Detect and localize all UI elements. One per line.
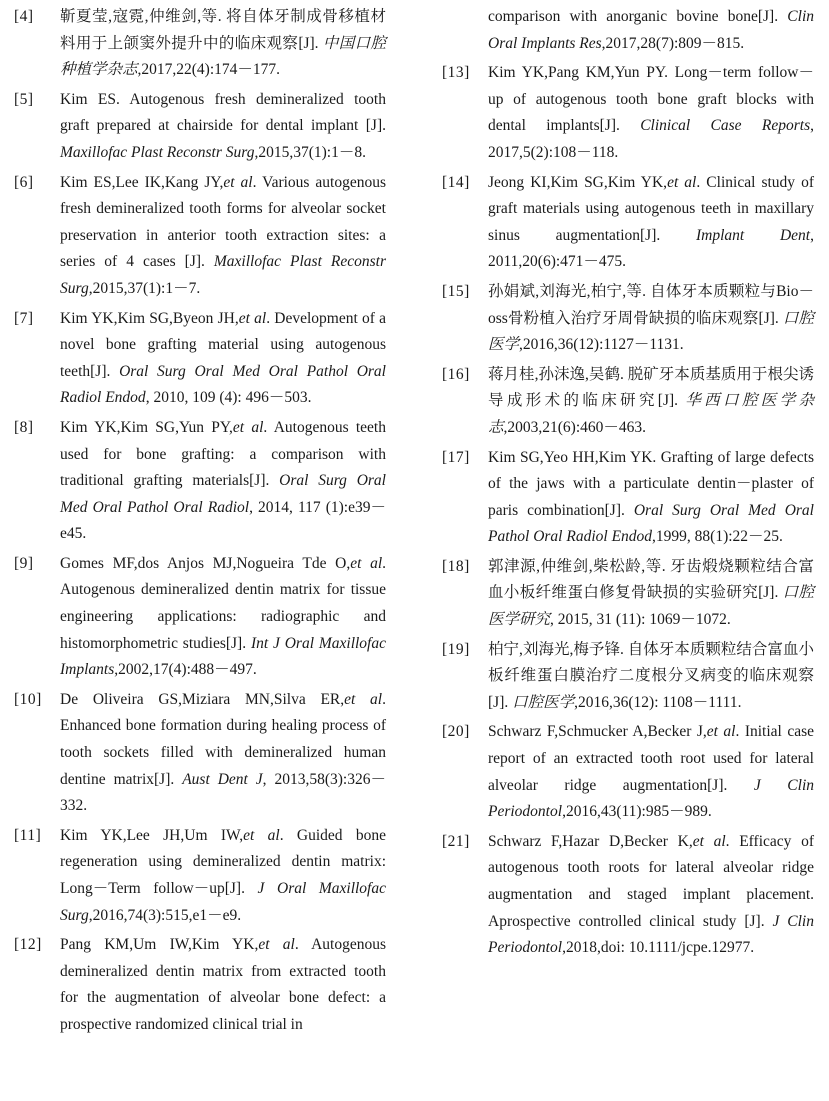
reference-segment: . Efficacy of autogenous tooth roots for lateral alveolar ridge augmentation and staged implant placement. Aprospective controlled clinical study [J].	[488, 832, 815, 930]
reference-text	[60, 170, 386, 303]
reference-number: [21]	[442, 832, 470, 850]
reference-number: [10]	[14, 690, 42, 708]
reference-segment: Kim SG,Yeo HH,Kim YK. Grafting of large defects of the jaws with a particulate dentin－plaster of paris combination[J].	[488, 448, 814, 519]
reference-number: [15]	[442, 282, 470, 300]
reference-segment: Kim YK,Kim SG,Byeon JH,	[60, 309, 239, 327]
reference-segment: ,1999, 88(1):22－25.	[652, 528, 783, 546]
reference-item	[14, 4, 386, 84]
reference-text	[60, 4, 386, 84]
reference-text	[488, 279, 814, 359]
reference-text	[488, 362, 814, 442]
journal-title: 口腔医学	[512, 693, 575, 711]
reference-text	[488, 170, 814, 276]
reference-segment: ,2002,17(4):488－497.	[114, 661, 257, 679]
reference-number: [5]	[14, 90, 34, 108]
reference-segment: Schwarz F,Schmucker A,Becker J,	[488, 723, 707, 741]
reference-text	[60, 415, 386, 548]
reference-continuation-text	[488, 4, 814, 57]
reference-text	[60, 823, 386, 929]
reference-text	[488, 829, 814, 962]
reference-text	[60, 87, 386, 167]
reference-segment: , 2014, 117 (1):e39－e45.	[60, 498, 386, 543]
journal-title: Clinical Case Reports	[640, 117, 811, 135]
reference-text	[488, 60, 814, 166]
reference-continuation	[442, 4, 814, 57]
reference-number: [4]	[14, 8, 34, 25]
reference-text	[488, 719, 814, 825]
reference-item	[442, 170, 814, 276]
journal-title: Oral Surg Oral Med Oral Pathol Oral Radiol Endod	[60, 362, 386, 407]
reference-item	[14, 306, 386, 412]
reference-segment: Kim YK,Kim SG,Yun PY,	[60, 418, 233, 436]
reference-segment: , 2011,20(6):471－475.	[488, 226, 814, 271]
reference-segment: ,2017,28(7):809－815.	[601, 34, 745, 52]
reference-number: [13]	[442, 64, 470, 82]
reference-segment: 柏宁,刘海光,梅予锋. 自体牙本质颗粒结合富血小板纤维蛋白膜治疗二度根分叉病变的临床观察[J].	[488, 640, 814, 711]
journal-title: Implant Dent	[696, 226, 811, 244]
reference-segment: Kim ES,Lee IK,Kang JY,	[60, 173, 224, 191]
reference-item	[442, 60, 814, 166]
reference-number: [9]	[14, 554, 34, 572]
reference-segment: . Autogenous teeth used for bone grafting: a comparison with traditional grafting materials[J].	[60, 418, 386, 490]
reference-segment: ,2017,22(4):174－177.	[137, 61, 281, 79]
journal-title: J Clin Periodontol	[488, 912, 814, 957]
reference-item	[442, 362, 814, 442]
reference-segment: ,2015,37(1):1－8.	[254, 143, 366, 161]
reference-item	[14, 415, 386, 548]
reference-segment: comparison with anorganic bovine bone[J].	[488, 8, 788, 25]
reference-text	[60, 687, 386, 820]
reference-segment: . Development of a novel bone grafting material using autogenous teeth[J].	[60, 309, 387, 380]
journal-title: J Clin Periodontol	[488, 776, 814, 821]
reference-item	[14, 87, 386, 167]
reference-segment: Jeong KI,Kim SG,Kim YK,	[488, 173, 668, 191]
journal-title: et al	[350, 554, 383, 572]
reference-number: [14]	[442, 173, 470, 191]
reference-number: [6]	[14, 173, 34, 191]
reference-column-right	[442, 4, 814, 965]
reference-item	[442, 829, 814, 962]
reference-item	[442, 719, 814, 825]
reference-segment: . Clinical study of graft materials using autogenous teeth in maxillary sinus augmentation[J].	[488, 173, 814, 244]
reference-number: [12]	[14, 936, 42, 954]
reference-number: [11]	[14, 826, 42, 844]
reference-segment: . Enhanced bone formation during healing process of tooth sockets filled with demineralized human dentine matrix[J].	[60, 690, 386, 788]
journal-title: Oral Surg Oral Med Oral Pathol Oral Radiol Endod	[488, 501, 814, 546]
reference-segment: Pang KM,Um IW,Kim YK,	[60, 936, 259, 954]
reference-segment: , 2017,5(2):108－118.	[488, 117, 814, 161]
reference-segment: ,2016,74(3):515,e1－e9.	[88, 906, 242, 924]
reference-segment: Schwarz F,Hazar D,Becker K,	[488, 832, 693, 850]
reference-segment: . Initial case report of an extracted tooth root used for lateral alveolar ridge augmentation[J].	[488, 723, 814, 794]
reference-number: [16]	[442, 365, 470, 383]
journal-title: et al	[667, 173, 697, 191]
reference-text	[488, 445, 814, 551]
reference-item	[14, 823, 386, 929]
reference-text	[60, 932, 386, 1038]
journal-title: et al	[223, 173, 253, 191]
journal-title: Aust Dent J	[182, 770, 263, 788]
journal-title: Maxillofac Plast Reconstr Surg	[60, 253, 386, 297]
reference-text	[488, 554, 814, 634]
reference-segment: Kim ES. Autogenous fresh demineralized tooth graft prepared at chairside for dental implant [J].	[60, 90, 386, 135]
reference-number: [17]	[442, 448, 470, 466]
reference-number: [7]	[14, 309, 34, 327]
reference-segment: Kim YK,Lee JH,Um IW,	[60, 826, 244, 844]
reference-segment: ,2018,doi: 10.1111/jcpe.12977.	[562, 939, 755, 957]
journal-title: 口腔医学	[488, 309, 814, 354]
journal-title: et al	[258, 936, 295, 954]
journal-title: 口腔医学研究	[488, 584, 814, 629]
reference-segment: , 2010, 109 (4): 496－503.	[145, 389, 312, 407]
reference-segment: . Guided bone regeneration using demineralized dentin matrix: Long－Term follow－up[J].	[60, 826, 386, 897]
reference-item	[14, 551, 386, 684]
reference-segment: 蒋月桂,孙沫逸,吴鹤. 脱矿牙本质基质用于根尖诱导成形术的临床研究[J].	[488, 365, 814, 410]
reference-segment: . Autogenous demineralized dentin matrix for tissue engineering applications: radiographic and histomorphometric studies[J].	[60, 554, 386, 652]
reference-number: [20]	[442, 723, 470, 741]
reference-number: [8]	[14, 418, 34, 436]
journal-title: Clin Oral Implants Res	[488, 8, 814, 52]
reference-number: [19]	[442, 640, 470, 658]
journal-title: et al	[706, 723, 736, 741]
reference-text	[488, 637, 814, 717]
journal-title: Maxillofac Plast Reconstr Surg	[60, 143, 255, 161]
reference-segment: 郭津源,仲维剑,柴松龄,等. 牙齿煅烧颗粒结合富血小板纤维蛋白修复骨缺损的实验研究[J].	[488, 557, 814, 602]
reference-number: [18]	[442, 557, 470, 575]
reference-segment: De Oliveira GS,Miziara MN,Silva ER,	[60, 690, 345, 708]
reference-item	[14, 170, 386, 303]
reference-item	[442, 445, 814, 551]
reference-item	[14, 687, 386, 820]
reference-item	[442, 554, 814, 634]
reference-segment: . Autogenous demineralized dentin matrix from extracted tooth for the augmentation of alveolar bone defect: a prospective randomized clinical trial in	[60, 936, 387, 1033]
journal-title: et al	[238, 309, 267, 327]
reference-item	[442, 637, 814, 717]
journal-title: 华西口腔医学杂志	[488, 392, 814, 436]
reference-segment: Gomes MF,dos Anjos MJ,Nogueira Tde O,	[60, 554, 351, 572]
reference-segment: 孙娟斌,刘海光,柏宁,等. 自体牙本质颗粒与Bio－oss骨粉植入治疗牙周骨缺损的临床观察[J].	[488, 282, 814, 327]
reference-segment: 靳夏莹,寇霓,仲维剑,等. 将自体牙制成骨移植材料用于上颌窦外提升中的临床观察[J].	[60, 8, 386, 52]
reference-text	[60, 306, 386, 412]
reference-item	[14, 932, 386, 1038]
reference-segment: ,2016,43(11):985－989.	[562, 803, 712, 821]
journal-title: et al	[692, 832, 726, 850]
journal-title: Int J Oral Maxillofac Implants	[60, 634, 386, 679]
reference-segment: ,2016,36(12): 1108－1111.	[574, 693, 742, 711]
reference-text	[60, 551, 386, 684]
reference-segment: ,2015,37(1):1－7.	[88, 279, 201, 297]
reference-segment: ,2016,36(12):1127－1131.	[519, 336, 684, 354]
journal-title: et al	[232, 418, 264, 436]
reference-segment: . Various autogenous fresh demineralized tooth forms for alveolar socket preservation in anterior tooth extraction sites: a series of 4 cases [J].	[60, 173, 386, 271]
reference-segment: ,2003,21(6):460－463.	[503, 418, 647, 436]
reference-segment: , 2015, 31 (11): 1069－1072.	[550, 611, 731, 629]
reference-segment: Kim YK,Pang KM,Yun PY. Long－term follow－up of autogenous tooth bone graft blocks with dental implants[J].	[488, 64, 814, 135]
journal-title: Oral Surg Oral Med Oral Pathol Oral Radiol	[60, 472, 386, 516]
reference-item	[442, 279, 814, 359]
reference-segment: , 2013,58(3):326－332.	[60, 770, 386, 815]
reference-column-left	[14, 4, 386, 1042]
journal-title: et al	[243, 826, 280, 844]
journal-title: 中国口腔种植学杂志	[60, 34, 386, 79]
journal-title: J Oral Maxillofac Surg	[60, 880, 386, 924]
journal-title: et al	[344, 690, 383, 708]
